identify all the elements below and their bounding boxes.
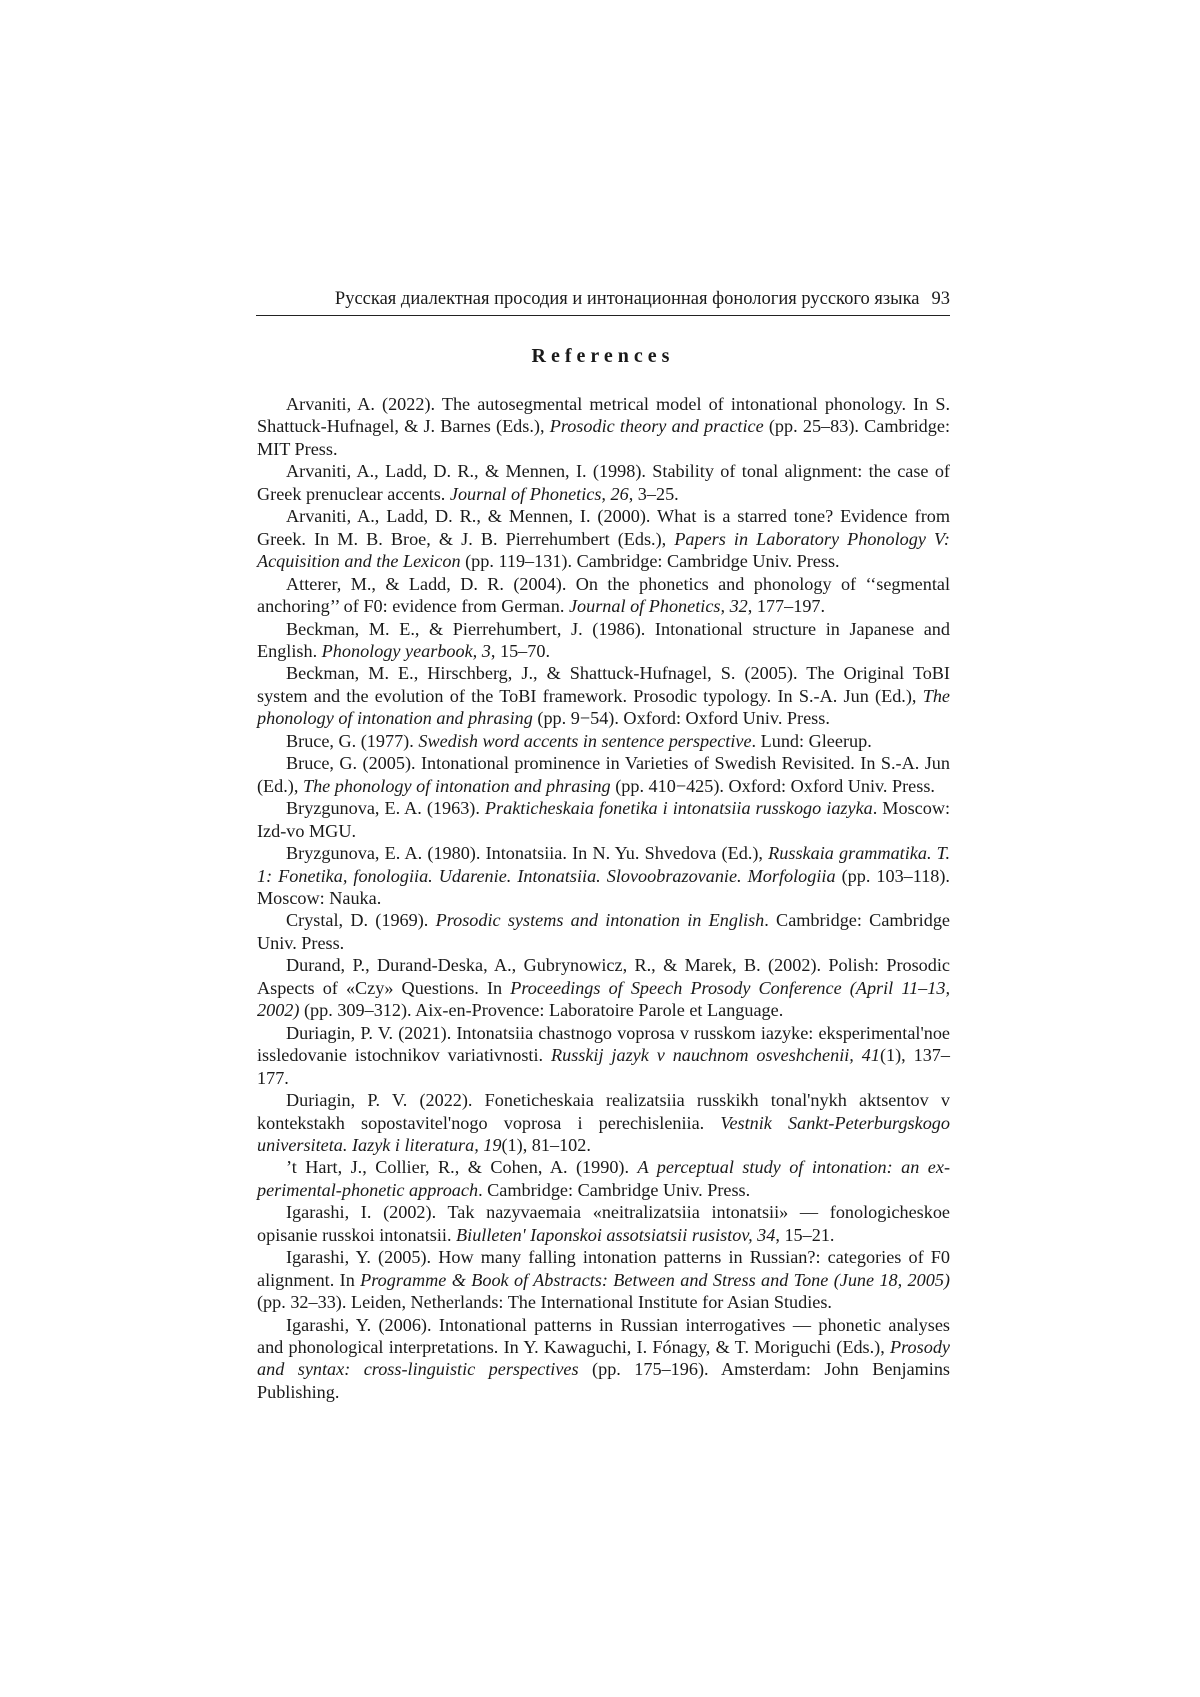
reference-text: . Cambridge: Cambridge Univ. Press. (257, 910, 950, 953)
reference-text: Atterer, M., & Ladd, D. R. (2004). On the phonetics and phonology of ‘‘segmental anchoring’’ of F0: evidence from German. (257, 573, 950, 617)
reference-text: Igarashi, Y. (2006). Intonational patterns in Russian interrogatives — phonetic analyses and phonological interpretations. In Y. Kawaguchi, I. Fónagy, & T. Moriguchi (Eds.), (257, 1314, 950, 1358)
reference-title: Prosodic theory and practice (549, 416, 764, 437)
reference-text: (1), 81–102. (501, 1134, 591, 1155)
reference-entry (257, 662, 950, 729)
reference-text: (pp. 103–118). Moscow: Nauka. (257, 865, 950, 908)
reference-entry (257, 393, 950, 460)
reference-entry (257, 505, 950, 572)
reference-list (257, 393, 950, 1403)
reference-text: ’t Hart, J., Collier, R., & Cohen, A. (1990). (286, 1157, 638, 1178)
reference-entry (257, 730, 950, 752)
reference-title: Prakticheskaia fonetika i intonatsiia russkogo iazyka (484, 798, 873, 819)
reference-entry (257, 1089, 950, 1156)
reference-text: (pp. 119–131). Cambridge: Cambridge Univ. Press. (460, 551, 840, 572)
reference-text: Arvaniti, A. (2022). The autosegmental metrical model of intonational phonology. In S. Shattuck-Hufnagel, & J. Barnes (Eds.), (257, 394, 950, 437)
reference-text: (pp. 410−425). Oxford: Oxford Univ. Press. (610, 775, 935, 796)
reference-title: Prosody and syntax: cross-linguistic perspectives (257, 1337, 950, 1380)
reference-text: , 15–21. (775, 1224, 835, 1245)
reference-text: Crystal, D. (1969). (286, 910, 436, 931)
reference-title: Swedish word accents in sentence perspective (418, 730, 752, 751)
section-title: References (531, 345, 675, 367)
reference-entry (257, 460, 950, 505)
reference-entry (257, 1201, 950, 1246)
reference-title: The phonology of intonation and phrasing (302, 775, 611, 796)
reference-text: , 3–25. (628, 483, 679, 504)
reference-title: Programme & Book of Abstracts: Between and Stress and Tone (June 18, 2005) (360, 1269, 950, 1290)
reference-entry (257, 954, 950, 1021)
reference-title: Proceedings of Speech Prosody Conference (April 11–13, 2002) (257, 977, 950, 1021)
reference-entry (257, 1156, 950, 1201)
reference-text: Arvaniti, A., Ladd, D. R., & Mennen, I. (1998). Stability of tonal alignment: the case of Greek prenuclear accents. (257, 461, 950, 504)
reference-entry (257, 1246, 950, 1313)
reference-title: The phonology of intonation and phrasing (257, 685, 950, 729)
reference-entry (257, 797, 950, 842)
reference-title: Journal of Phonetics, 26 (449, 483, 629, 504)
reference-text: (pp. 175–196). Amsterdam: John Benjamins Publishing. (257, 1359, 951, 1402)
reference-text: Igarashi, I. (2002). Tak nazyvaemaia «neitralizatsiia intonatsii» — fonologicheskoe opisanie russkoi intonatsii. (257, 1202, 950, 1245)
reference-text: Bryzgunova, E. A. (1980). Intonatsiia. In N. Yu. Shvedova (Ed.), (286, 843, 769, 864)
page-number: 93 (931, 289, 950, 309)
reference-text: (pp. 25–83). Cambridge: MIT Press. (257, 416, 950, 459)
reference-text: , 177–197. (747, 596, 826, 617)
reference-text: (pp. 32–33). Leiden, Netherlands: The International Institute for Asian Studies. (257, 1292, 832, 1313)
reference-title: Biulleten' Iaponskoi assotsiatsii rusistov, 34 (456, 1224, 776, 1245)
reference-title: Phonology yearbook, 3 (321, 640, 491, 661)
reference-text: Durand, P., Durand-Deska, A., Gubrynowicz, R., & Marek, B. (2002). Polish: Prosodic Aspects of «Czy» Questions. In (257, 955, 950, 998)
reference-text: Bruce, G. (2005). Intonational prominence in Varieties of Swedish Revisited. In S.-A. Jun (Ed.), (257, 753, 950, 796)
reference-text: (pp. 9−54). Oxford: Oxford Univ. Press. (532, 708, 830, 729)
reference-text: Duriagin, P. V. (2021). Intonatsiia chastnogo voprosa v russkom iazyke: eksperimental'noe issledovanie istochnikov variativnosti. (257, 1022, 950, 1066)
reference-entry (257, 842, 950, 909)
reference-text: Bruce, G. (1977). (286, 730, 419, 751)
reference-entry (257, 573, 950, 618)
reference-entry (257, 618, 950, 663)
reference-text: . Moscow: Izd-vo MGU. (257, 798, 951, 841)
reference-text: . Cambridge: Cambridge Univ. Press. (478, 1179, 751, 1200)
reference-text: , 15–70. (490, 640, 550, 661)
reference-entry (257, 752, 950, 797)
reference-title: Russkij jazyk v nauchnom osveshchenii, 41 (550, 1045, 880, 1066)
reference-title: Journal of Phonetics, 32 (568, 596, 748, 617)
reference-text: Bryzgunova, E. A. (1963). (286, 798, 485, 819)
reference-title: Prosodic systems and intonation in English (435, 910, 765, 931)
reference-text: (pp. 309–312). Aix-en-Provence: Laboratoire Parole et Language. (299, 1000, 784, 1021)
reference-text: Arvaniti, A., Ladd, D. R., & Mennen, I. (2000). What is a starred tone? Evidence from Greek. In M. B. Broe, & J. B. Pierrehumbert (Eds.), (257, 506, 950, 549)
reference-entry (257, 909, 950, 954)
reference-title: Papers in Laboratory Phonology V: Acquisition and the Lexicon (257, 528, 950, 572)
reference-text: Beckman, M. E., Hirschberg, J., & Shattuck-Hufnagel, S. (2005). The Original ToBI system and the evolution of the ToBI framework. Prosodic typology. In S.-A. Jun (Ed.), (257, 663, 950, 706)
reference-text: Igarashi, Y. (2005). How many falling intonation patterns in Russian?: categories of F0 alignment. In (257, 1247, 950, 1290)
reference-text: (1), 137–177. (257, 1045, 950, 1088)
running-head (256, 288, 950, 316)
running-title: Русская диалектная просодия и интонационная фонология русского языка (334, 289, 920, 309)
reference-entry (257, 1022, 950, 1089)
reference-text: Beckman, M. E., & Pierrehumbert, J. (1986). Intonational structure in Japanese and English. (257, 618, 950, 661)
reference-entry (257, 1314, 950, 1404)
reference-text: . Lund: Gleerup. (751, 730, 872, 751)
reference-title: Russkaia grammatika. T. 1: Fonetika, fonologiia. Udarenie. Intonatsiia. Slovoobrazovanie. Morfologiia (257, 843, 950, 886)
reference-title: Vestnik Sankt-Peterburgskogo universiteta. Iazyk i literatura, 19 (257, 1112, 950, 1155)
reference-text: Duriagin, P. V. (2022). Foneticheskaia realizatsiia russkikh tonal'nykh aktsentov v kontekstakh sopostavitel'nogo voprosa i perechisleniia. (257, 1090, 950, 1133)
reference-title: A perceptual study of intonation: an experimental-phonetic approach (257, 1157, 950, 1200)
